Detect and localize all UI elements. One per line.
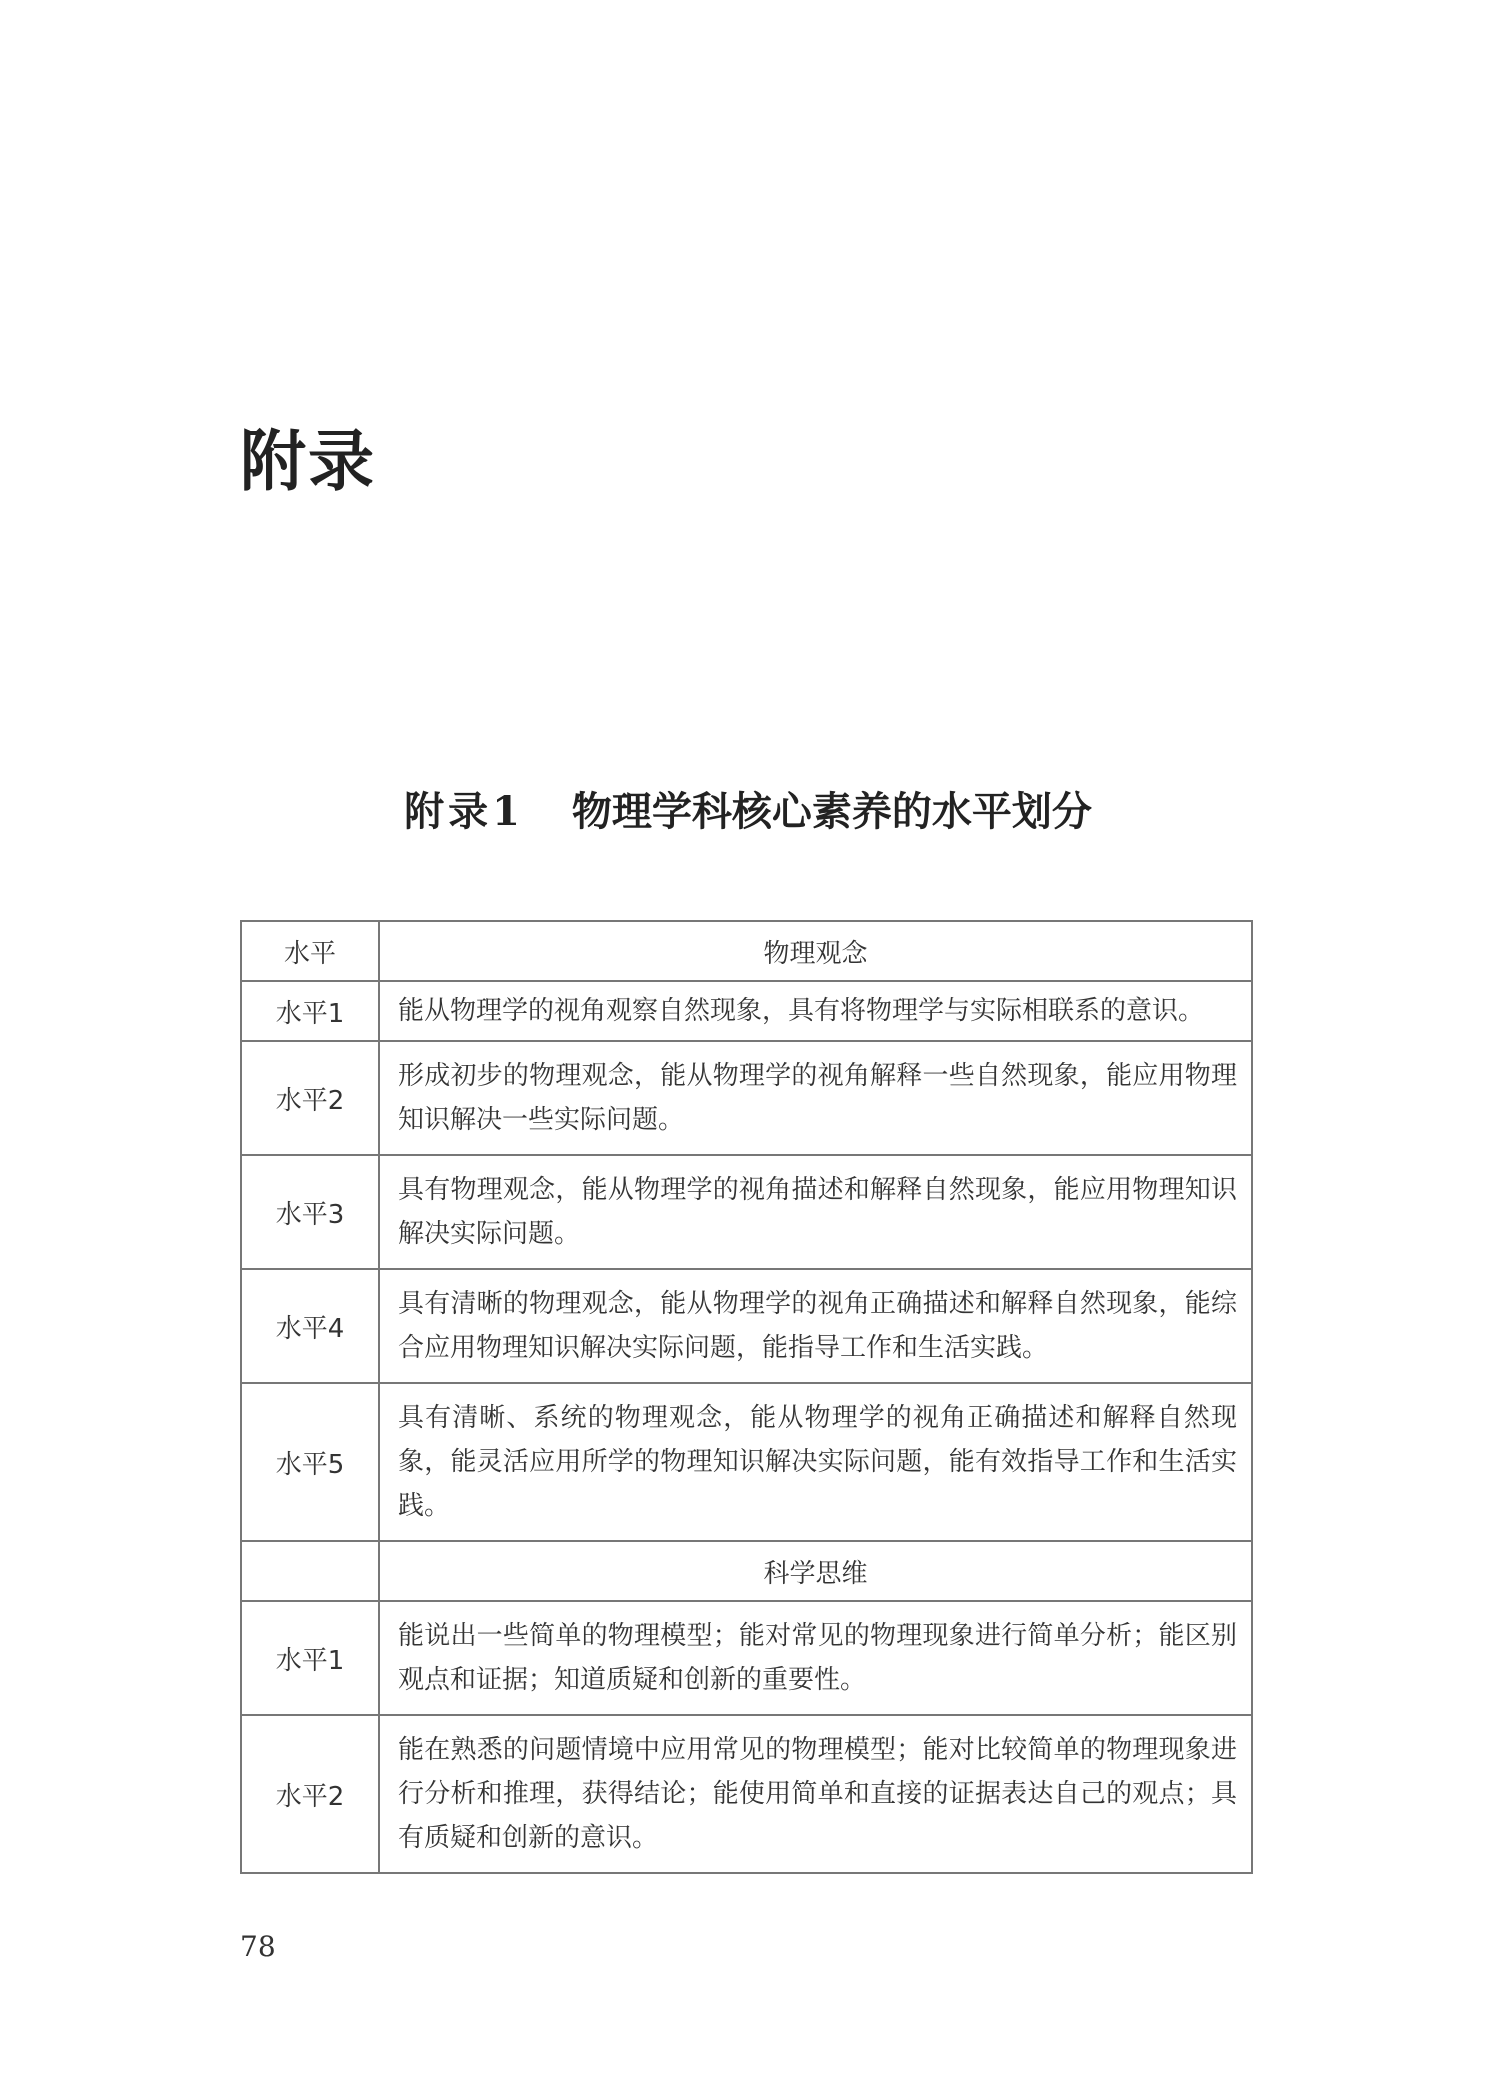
level-cell: 水平4 (241, 1269, 379, 1383)
description-cell: 能在熟悉的问题情境中应用常见的物理模型；能对比较简单的物理现象进行分析和推理，获得结论；能使用简单和直接的证据表达自己的观点；具有质疑和创新的意识。 (379, 1715, 1252, 1873)
appendix-label: 附录1 (404, 788, 524, 835)
table-row (241, 1715, 1252, 1873)
table-row (241, 1269, 1252, 1383)
table-row (241, 981, 1252, 1041)
appendix-title (0, 780, 1496, 837)
level-cell: 水平5 (241, 1383, 379, 1541)
level-cell: 水平1 (241, 981, 379, 1041)
description-cell: 具有清晰的物理观念，能从物理学的视角正确描述和解释自然现象，能综合应用物理知识解决实际问题，能指导工作和生活实践。 (379, 1269, 1252, 1383)
level-cell: 水平2 (241, 1715, 379, 1873)
description-cell: 具有物理观念，能从物理学的视角描述和解释自然现象，能应用物理知识解决实际问题。 (379, 1155, 1252, 1269)
description-cell: 形成初步的物理观念，能从物理学的视角解释一些自然现象，能应用物理知识解决一些实际问题。 (379, 1041, 1252, 1155)
header-physics-concept: 物理观念 (379, 921, 1252, 981)
table-row (241, 1155, 1252, 1269)
description-cell: 能说出一些简单的物理模型；能对常见的物理现象进行简单分析；能区别观点和证据；知道质疑和创新的重要性。 (379, 1601, 1252, 1715)
section-header-row (241, 1541, 1252, 1601)
level-cell: 水平3 (241, 1155, 379, 1269)
page-heading: 附录 (240, 422, 376, 500)
level-cell: 水平2 (241, 1041, 379, 1155)
description-cell: 能从物理学的视角观察自然现象，具有将物理学与实际相联系的意识。 (379, 981, 1252, 1041)
table-header-row (241, 921, 1252, 981)
table-row (241, 1041, 1252, 1155)
table-row (241, 1383, 1252, 1541)
appendix-title-text: 物理学科核心素养的水平划分 (571, 788, 1092, 835)
table-row (241, 1601, 1252, 1715)
level-table (240, 920, 1253, 1874)
description-cell: 具有清晰、系统的物理观念，能从物理学的视角正确描述和解释自然现象，能灵活应用所学的物理知识解决实际问题，能有效指导工作和生活实践。 (379, 1383, 1252, 1541)
page-number: 78 (240, 1930, 276, 1963)
header-scientific-thinking: 科学思维 (379, 1541, 1252, 1601)
level-cell: 水平1 (241, 1601, 379, 1715)
header-level: 水平 (241, 921, 379, 981)
empty-level-cell (241, 1541, 379, 1601)
